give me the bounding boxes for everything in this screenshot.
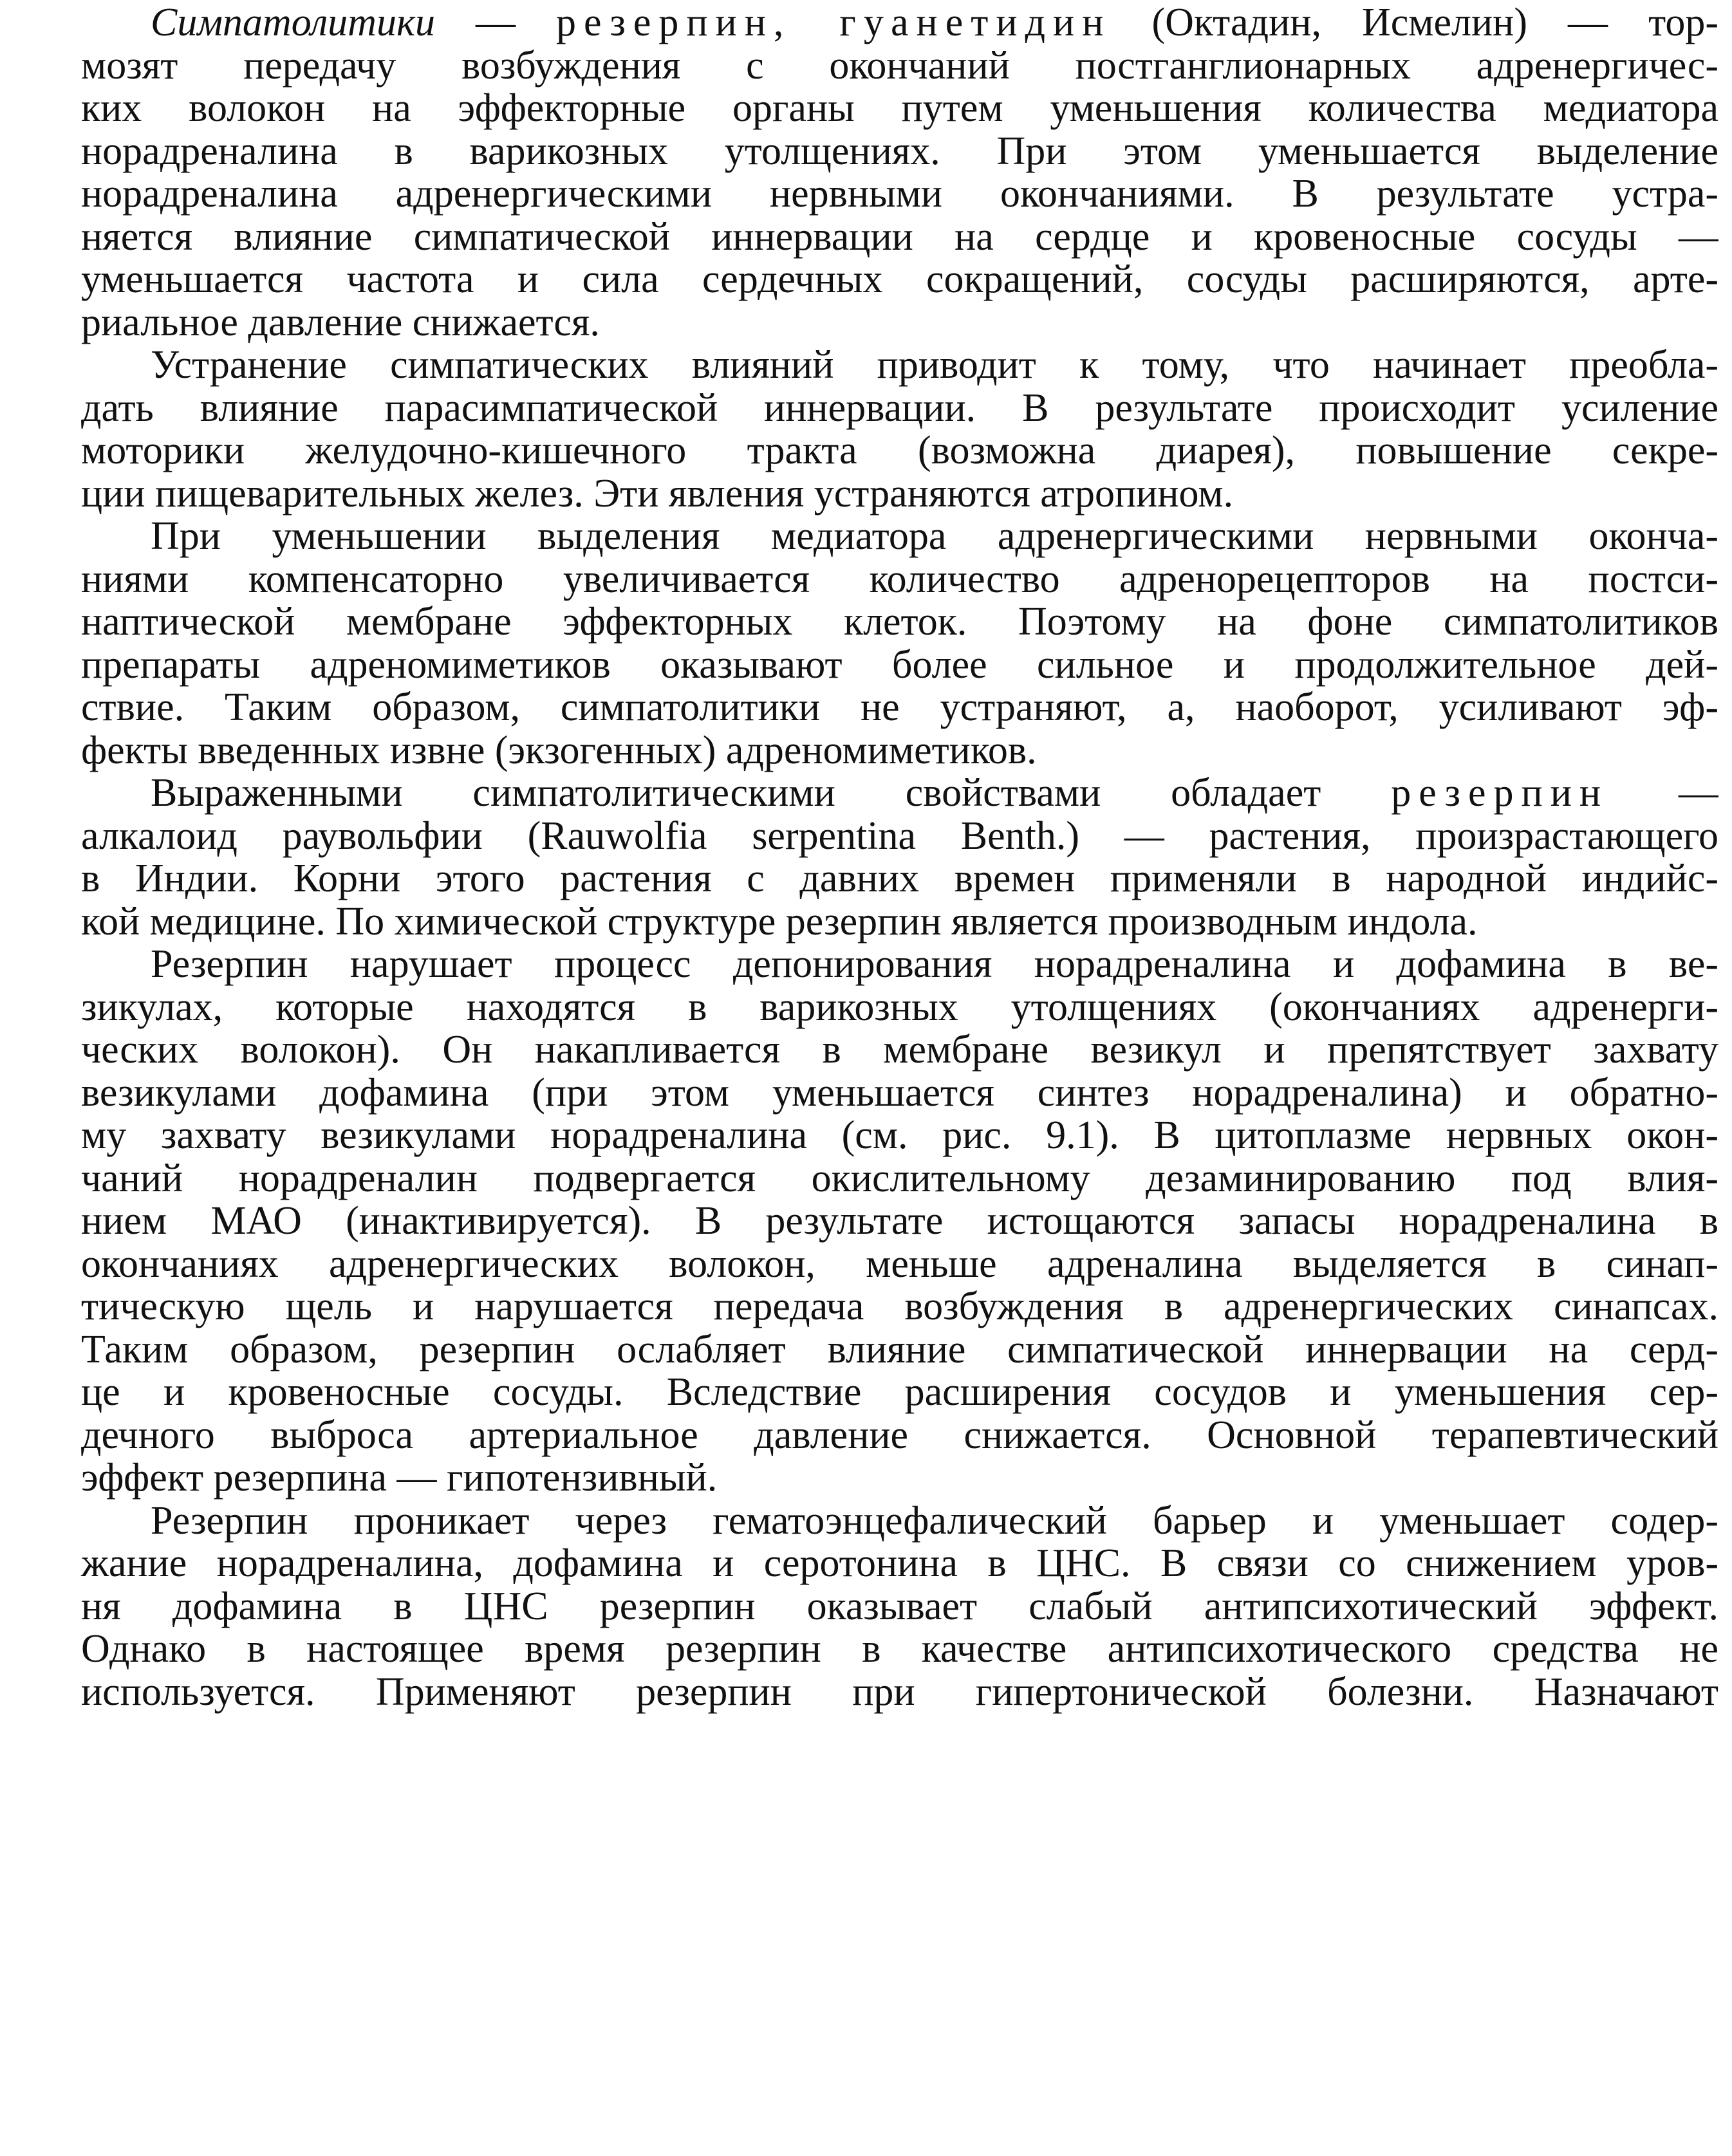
dash: — <box>434 1 557 44</box>
text-line: зикулах, которые находятся в варикозных утолщениях (окончаниях адренерги- <box>81 985 1718 1029</box>
text-line: тическую щель и нарушается передача возбуждения в адренергических синапсах. <box>81 1285 1718 1328</box>
text-line: моторики желудочно-кишечного тракта (возможна диарея), повышение секре- <box>81 429 1718 472</box>
text-fragment: Выраженными симпатолитическими свойствами обладает <box>151 771 1392 815</box>
text-line: нием МАО (инактивируется). В результате истощаются запасы норадреналина в <box>81 1199 1718 1243</box>
spaced-drug-names: резерпин, гуанетидин <box>556 1 1112 44</box>
text-line: При уменьшении выделения медиатора адренергическими нервными оконча- <box>151 514 1718 558</box>
text-line <box>12 1 1718 44</box>
text-line: чаний норадреналин подвергается окислительному дезаминированию под влия- <box>81 1156 1718 1200</box>
text-line: ческих волокон). Он накапливается в мембране везикул и препятствует захвату <box>81 1028 1718 1072</box>
text-line: дать влияние парасимпатической иннервации. В результате происходит усиление <box>81 386 1718 430</box>
document-page <box>12 0 1718 2156</box>
text-line: жание норадреналина, дофамина и серотонина в ЦНС. В связи со снижением уров- <box>81 1541 1718 1585</box>
paragraph-reserpine-mechanism <box>12 943 1718 1500</box>
text-line: дечного выброса артериальное давление снижается. Основной терапевтический <box>81 1413 1718 1457</box>
text-line: в Индии. Корни этого растения с давних времен применяли в народной индийс- <box>81 857 1718 900</box>
text-line: Резерпин проникает через гематоэнцефалический барьер и уменьшает содер- <box>151 1498 1718 1543</box>
paragraph-reserpine-origin <box>12 772 1718 943</box>
text-line: ствие. Таким образом, симпатолитики не устраняют, а, наоборот, усиливают эф- <box>81 685 1718 729</box>
text-line <box>12 772 1718 815</box>
text-line: це и кровеносные сосуды. Вследствие расширения сосудов и уменьшения сер- <box>81 1370 1718 1414</box>
text-line: фекты введенных извне (экзогенных) адреномиметиков. <box>81 728 1037 772</box>
paragraph-sympatholytics-intro <box>12 0 1718 344</box>
text-line: Устранение симпатических влияний приводит к тому, что начинает преобла- <box>151 343 1718 387</box>
term-sympatholytics: Симпатолитики <box>151 1 435 44</box>
text-line: ких волокон на эффекторные органы путем уменьшения количества медиатора <box>81 86 1718 130</box>
text-line: препараты адреномиметиков оказывают более сильное и продолжительное дей- <box>81 642 1718 687</box>
text-line: норадреналина адренергическими нервными окончаниями. В результате устра- <box>81 172 1718 216</box>
spaced-term-reserpine: резерпин <box>1391 771 1609 815</box>
text-line: мозят передачу возбуждения с окончаний постганглионарных адренергичес- <box>81 43 1718 88</box>
text-line: уменьшается частота и сила сердечных сокращений, сосуды расширяются, арте- <box>81 257 1718 301</box>
text-line: Таким образом, резерпин ослабляет влияние симпатической иннервации на серд- <box>81 1327 1718 1371</box>
text-line: Резерпин нарушает процесс депонирования норадреналина и дофамина в ве- <box>151 942 1718 986</box>
text-fragment: (Октадин, Исмелин) — тор- <box>1111 1 1718 44</box>
text-line: эффект резерпина — гипотензивный. <box>81 1456 718 1500</box>
text-line: няется влияние симпатической иннервации на сердце и кровеносные сосуды — <box>81 214 1718 259</box>
text-line: используется. Применяют резерпин при гипертонической болезни. Назначают <box>81 1669 1718 1714</box>
text-line: Однако в настоящее время резерпин в качестве антипсихотического средства не <box>81 1627 1718 1671</box>
text-line: ции пищеварительных желез. Эти явления устраняются атропином. <box>81 471 1234 516</box>
text-fragment: — <box>1608 771 1718 815</box>
text-line: ниями компенсаторно увеличивается количество адренорецепторов на постси- <box>81 557 1718 601</box>
paragraph-reserpine-cns <box>12 1500 1718 1714</box>
text-line: ня дофамина в ЦНС резерпин оказывает слабый антипсихотический эффект. <box>81 1584 1718 1628</box>
text-line: норадреналина в варикозных утолщениях. При этом уменьшается выделение <box>81 129 1718 173</box>
text-line: алкалоид раувольфии (Rauwolfia serpentina Benth.) — растения, произрастающего <box>81 813 1718 858</box>
text-line: везикулами дофамина (при этом уменьшается синтез норадреналина) и обратно- <box>81 1070 1718 1115</box>
paragraph-parasympathetic <box>12 344 1718 515</box>
text-line: окончаниях адренергических волокон, меньше адреналина выделяется в синап- <box>81 1241 1718 1286</box>
text-line: кой медицине. По химической структуре резерпин является производным индола. <box>81 899 1478 943</box>
text-line: му захвату везикулами норадреналина (см. рис. 9.1). В цитоплазме нервных окон- <box>81 1113 1718 1157</box>
text-line: риальное давление снижается. <box>81 300 600 344</box>
text-line: наптической мембране эффекторных клеток. Поэтому на фоне симпатолитиков <box>81 600 1718 644</box>
paragraph-receptors <box>12 515 1718 772</box>
